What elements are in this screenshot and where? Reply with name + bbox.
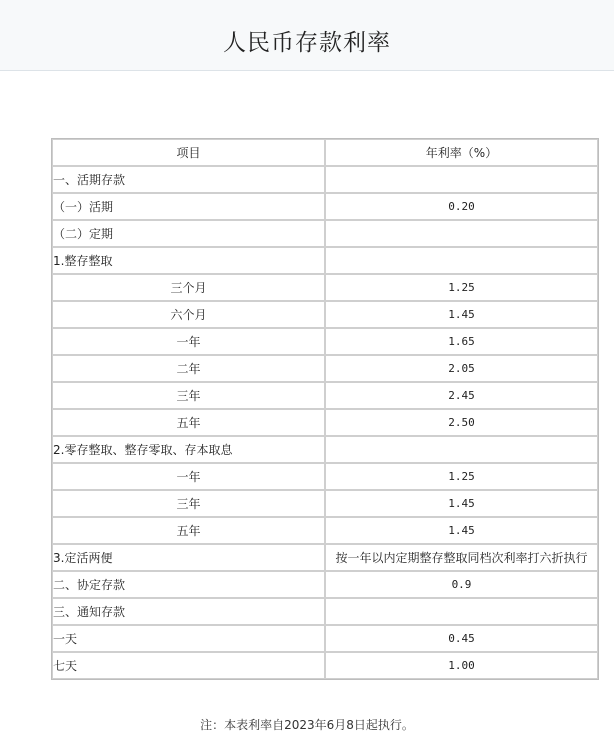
column-header-rate: 年利率（%） xyxy=(325,139,598,166)
table-row xyxy=(52,436,598,463)
rate-item-label: 一年 xyxy=(52,463,325,490)
table-header-row xyxy=(52,139,598,166)
rate-value: 1.25 xyxy=(325,274,598,301)
rate-item-label: 3.定活两便 xyxy=(52,544,325,571)
table-row xyxy=(52,517,598,544)
rate-item-label: 七天 xyxy=(52,652,325,679)
rate-item-label: （一）活期 xyxy=(52,193,325,220)
table-row xyxy=(52,247,598,274)
rate-item-label: 一、活期存款 xyxy=(52,166,325,193)
rate-value: 2.45 xyxy=(325,382,598,409)
rate-value: 1.25 xyxy=(325,463,598,490)
table-row xyxy=(52,382,598,409)
table-row xyxy=(52,544,598,571)
rate-value: 0.20 xyxy=(325,193,598,220)
rate-item-label: 五年 xyxy=(52,517,325,544)
table-row xyxy=(52,355,598,382)
rate-value: 2.05 xyxy=(325,355,598,382)
rate-value xyxy=(325,220,598,247)
rate-item-label: 三年 xyxy=(52,382,325,409)
table-row xyxy=(52,193,598,220)
rate-value xyxy=(325,247,598,274)
rate-item-label: 二年 xyxy=(52,355,325,382)
table-row xyxy=(52,571,598,598)
rate-value: 1.00 xyxy=(325,652,598,679)
table-row xyxy=(52,490,598,517)
rate-item-label: 二、协定存款 xyxy=(52,571,325,598)
table-row xyxy=(52,301,598,328)
rate-item-label: 五年 xyxy=(52,409,325,436)
table-row xyxy=(52,274,598,301)
rate-value: 0.45 xyxy=(325,625,598,652)
table-row xyxy=(52,598,598,625)
rate-value: 1.45 xyxy=(325,517,598,544)
deposit-rate-table xyxy=(51,138,599,680)
table-row xyxy=(52,328,598,355)
rate-value xyxy=(325,166,598,193)
table-row xyxy=(52,625,598,652)
rate-value: 按一年以内定期整存整取同档次利率打六折执行 xyxy=(325,544,598,571)
rate-value: 1.65 xyxy=(325,328,598,355)
rate-item-label: 2.零存整取、整存零取、存本取息 xyxy=(52,436,325,463)
rate-value xyxy=(325,436,598,463)
column-header-item: 项目 xyxy=(52,139,325,166)
rate-item-label: 三年 xyxy=(52,490,325,517)
table-row xyxy=(52,409,598,436)
rate-item-label: 1.整存整取 xyxy=(52,247,325,274)
rate-item-label: 三个月 xyxy=(52,274,325,301)
rate-item-label: 六个月 xyxy=(52,301,325,328)
rate-value xyxy=(325,598,598,625)
footnote: 注：本表利率自2023年6月8日起执行。 xyxy=(200,718,414,732)
table-row xyxy=(52,166,598,193)
page-header xyxy=(0,0,614,71)
table-row xyxy=(52,652,598,679)
rate-item-label: 一年 xyxy=(52,328,325,355)
rate-item-label: 一天 xyxy=(52,625,325,652)
rate-item-label: 三、通知存款 xyxy=(52,598,325,625)
rate-item-label: （二）定期 xyxy=(52,220,325,247)
rate-value: 0.9 xyxy=(325,571,598,598)
table-row xyxy=(52,463,598,490)
rate-value: 1.45 xyxy=(325,301,598,328)
rate-value: 2.50 xyxy=(325,409,598,436)
table-row xyxy=(52,220,598,247)
page-title: 人民币存款利率 xyxy=(223,30,391,56)
rate-value: 1.45 xyxy=(325,490,598,517)
